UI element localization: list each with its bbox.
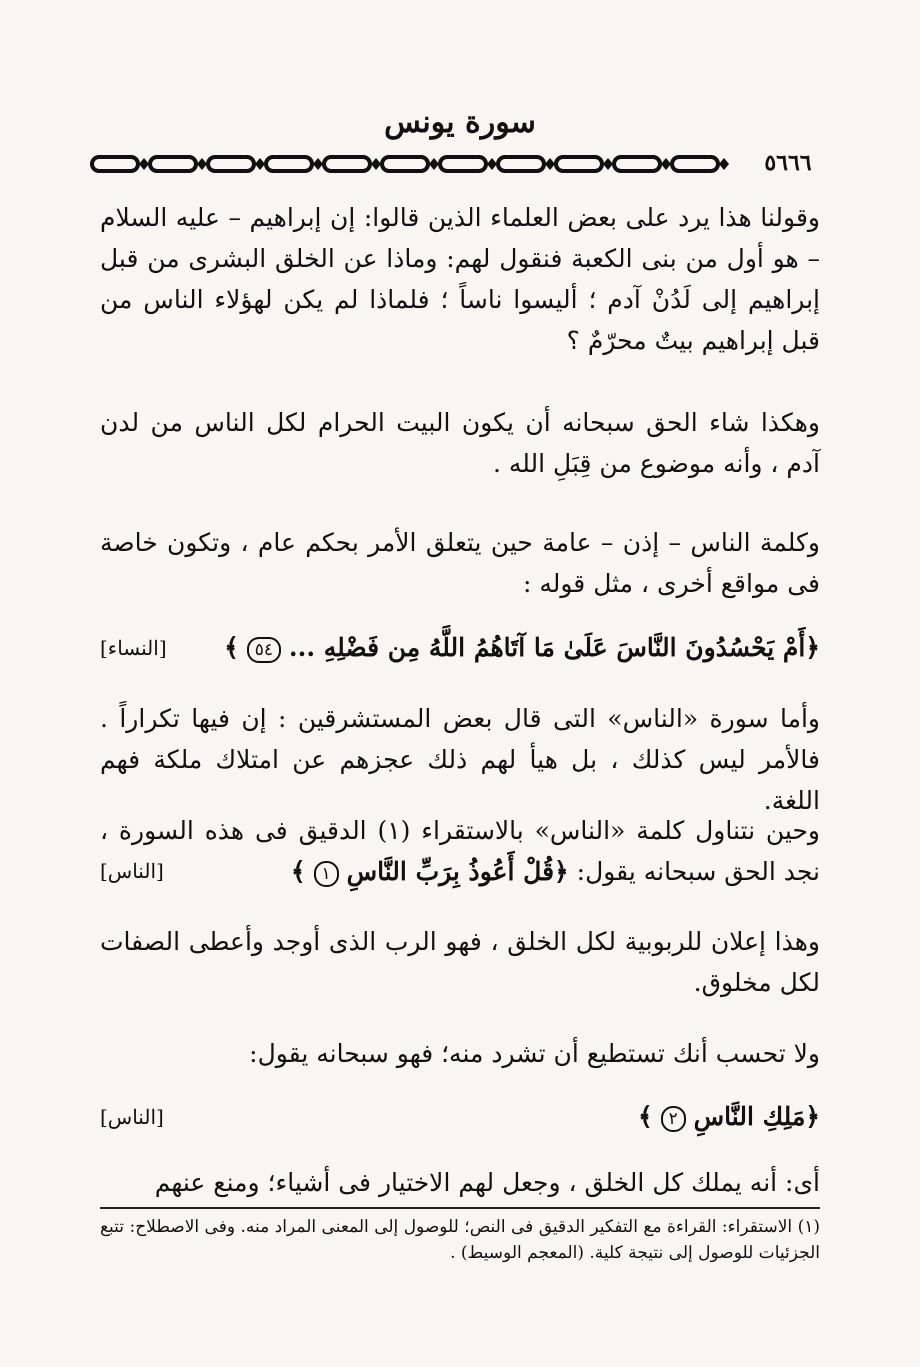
verse-close-bracket: ﴾ — [290, 857, 306, 886]
surah-reference: [النساء] — [100, 636, 167, 660]
ayah-number-badge: ٥٤ — [247, 637, 281, 663]
quran-verse-nas — [100, 1097, 820, 1137]
surah-title: سورة يونس — [384, 105, 536, 140]
paragraph-4: وأما سورة «الناس» التى قال بعض المستشرقين : إن فيها تكراراً . فالأمر ليس كذلك ، بل هيأ لهم ذلك عجزهم عن امتلاك ملكة فهم اللغة. — [100, 704, 820, 815]
verse-text: ﴿أَمْ يَحْسُدُونَ النَّاسَ عَلَىٰ مَا آتَاهُمُ اللَّهُ مِن فَضْلِهِ ... — [288, 633, 820, 662]
quran-verse-nisa — [100, 628, 820, 668]
ayah-number-badge: ١ — [314, 861, 339, 887]
paragraph-5 — [100, 810, 820, 892]
paragraph-5-text: وحين نتناول كلمة «الناس» بالاستقراء (١) الدقيق فى هذه السورة ، نجد الحق سبحانه يقول: — [100, 816, 820, 886]
verse-close-bracket: ﴾ — [224, 633, 239, 662]
verse-close-bracket: ﴾ — [637, 1102, 653, 1131]
paragraph-3: وكلمة الناس – إذن – عامة حين يتعلق الأمر بحكم عام ، وتكون خاصة فى مواقع أخرى ، مثل قوله : — [100, 528, 820, 598]
surah-reference: [الناس] — [100, 1105, 164, 1129]
footnote-divider — [100, 1207, 820, 1209]
paragraph-2: وهكذا شاء الحق سبحانه أن يكون البيت الحرام لكل الناس من لدن آدم ، وأنه موضوع من قِبَلِ الله . — [100, 408, 820, 478]
paragraph-7: ولا تحسب أنك تستطيع أن تشرد منه؛ فهو سبحانه يقول: — [249, 1039, 820, 1068]
paragraph-6: وهذا إعلان للربوبية لكل الخلق ، فهو الرب الذى أوجد وأعطى الصفات لكل مخلوق. — [100, 927, 820, 997]
paragraph-1: وقولنا هذا يرد على بعض العلماء الذين قالوا: إن إبراهيم – عليه السلام – هو أول من بنى الكعبة فنقول لهم: وماذا عن الخلق البشرى من قبل إبراهيم إلى لَدُنْ آدم ؛ أليسوا ناساً ؛ فلماذا لم يكن لهؤلاء الناس من قبل إبراهيم بيتٌ محرّمٌ ؟ — [100, 203, 820, 355]
paragraph-8: أى: أنه يملك كل الخلق ، وجعل لهم الاختيار فى أشياء؛ ومنع عنهم — [154, 1168, 820, 1197]
footnote: (١) الاستقراء: القراءة مع التفكير الدقيق فى النص؛ للوصول إلى المعنى المراد منه. وفى الاصطلاح: تتبع الجزئيات للوصول إلى نتيجة كلية. (المعجم الوسيط) . — [100, 1217, 820, 1263]
verse-text: ﴿مَلِكِ النَّاسِ — [693, 1102, 820, 1131]
ayah-number-badge: ٢ — [661, 1106, 686, 1132]
surah-reference: [الناس] — [100, 859, 164, 883]
verse-text: ﴿قُلْ أَعُوذُ بِرَبِّ النَّاسِ — [346, 857, 569, 886]
page-number: ٥٦٦٦ — [745, 148, 831, 178]
header-ornament-divider — [88, 150, 830, 178]
